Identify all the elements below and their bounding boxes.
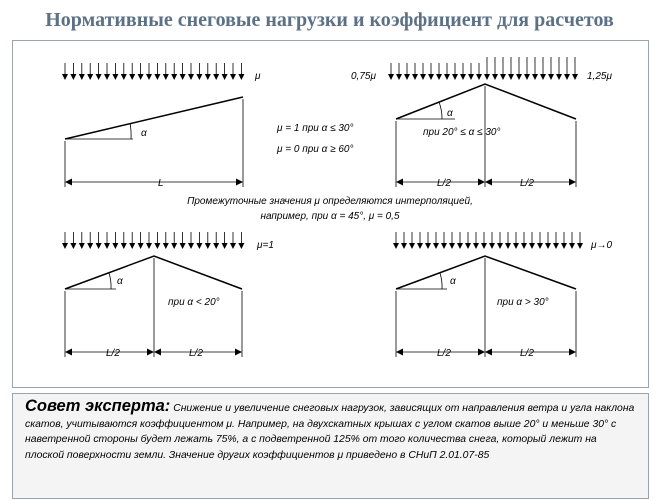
half-span-left-label: L/2 xyxy=(106,348,120,359)
snow-load-diagram xyxy=(13,41,648,387)
interpolation-note-line-1: Промежуточные значения μ определяются интерполяцией, xyxy=(187,196,473,207)
mu-label: μ xyxy=(255,71,261,82)
condition-mu-0: μ = 0 при α ≥ 60° xyxy=(277,144,354,155)
advice-text: Снижение и увеличение снеговых нагрузок, зависящих от направления ветра и угла наклона скатов, учитываются коэффициентом μ. Например, на двухскатных крышах с углом скатов выше 20° и меньше 30° с наветренной стороны будет лежать 75%, а с подветренной 125% от того количества снега, который лежит на плоской поверхности земли. Значение других коэффициентов μ приведено в СНиП 2.01.07-85 xyxy=(25,403,635,461)
roof-outline xyxy=(65,256,242,289)
windward-mu-label: 0,75μ xyxy=(351,71,376,82)
gable-steep-pitch-scheme xyxy=(396,232,612,359)
page-title: Нормативные снеговые нагрузки и коэффициент для расчетов xyxy=(45,9,614,31)
roof-outline xyxy=(396,84,576,119)
advice-title: Совет эксперта: xyxy=(25,397,171,415)
half-span-left-label: L/2 xyxy=(437,348,451,359)
alpha-label: α xyxy=(450,276,456,287)
condition-mu-1: μ = 1 при α ≤ 30° xyxy=(277,123,354,134)
interpolation-note-line-2: например, при α = 45°, μ = 0,5 xyxy=(260,211,400,222)
half-span-right-label: L/2 xyxy=(520,178,534,189)
span-label: L xyxy=(158,178,164,189)
snow-load-arrows xyxy=(65,63,241,79)
alpha-label: α xyxy=(141,128,147,139)
title-bar xyxy=(0,0,659,40)
angle-arc xyxy=(440,273,442,289)
half-span-left-label: L/2 xyxy=(437,178,451,189)
gable-low-pitch-scheme xyxy=(65,232,274,359)
condition-label: при α > 30° xyxy=(497,297,549,308)
angle-arc xyxy=(439,102,442,119)
snow-load-arrows xyxy=(396,232,580,248)
snow-load-arrows xyxy=(65,232,241,248)
condition-label: при α < 20° xyxy=(168,297,220,308)
mu-label: μ→0 xyxy=(591,240,613,251)
diagram-panel xyxy=(12,40,649,388)
condition-label: при 20° ≤ α ≤ 30° xyxy=(423,127,501,138)
snow-load-arrows xyxy=(391,57,575,79)
alpha-label: α xyxy=(117,276,123,287)
half-span-right-label: L/2 xyxy=(189,348,203,359)
gable-wind-scheme xyxy=(351,57,612,189)
alpha-label: α xyxy=(447,108,453,119)
angle-arc xyxy=(109,273,111,289)
roof-slope xyxy=(65,97,243,139)
angle-arc xyxy=(130,123,131,139)
half-span-right-label: L/2 xyxy=(520,348,534,359)
expert-advice-box xyxy=(12,393,649,499)
roof-outline xyxy=(396,256,576,289)
leeward-mu-label: 1,25μ xyxy=(587,71,612,82)
mono-pitch-scheme xyxy=(65,63,354,189)
mu-label: μ=1 xyxy=(257,240,274,251)
